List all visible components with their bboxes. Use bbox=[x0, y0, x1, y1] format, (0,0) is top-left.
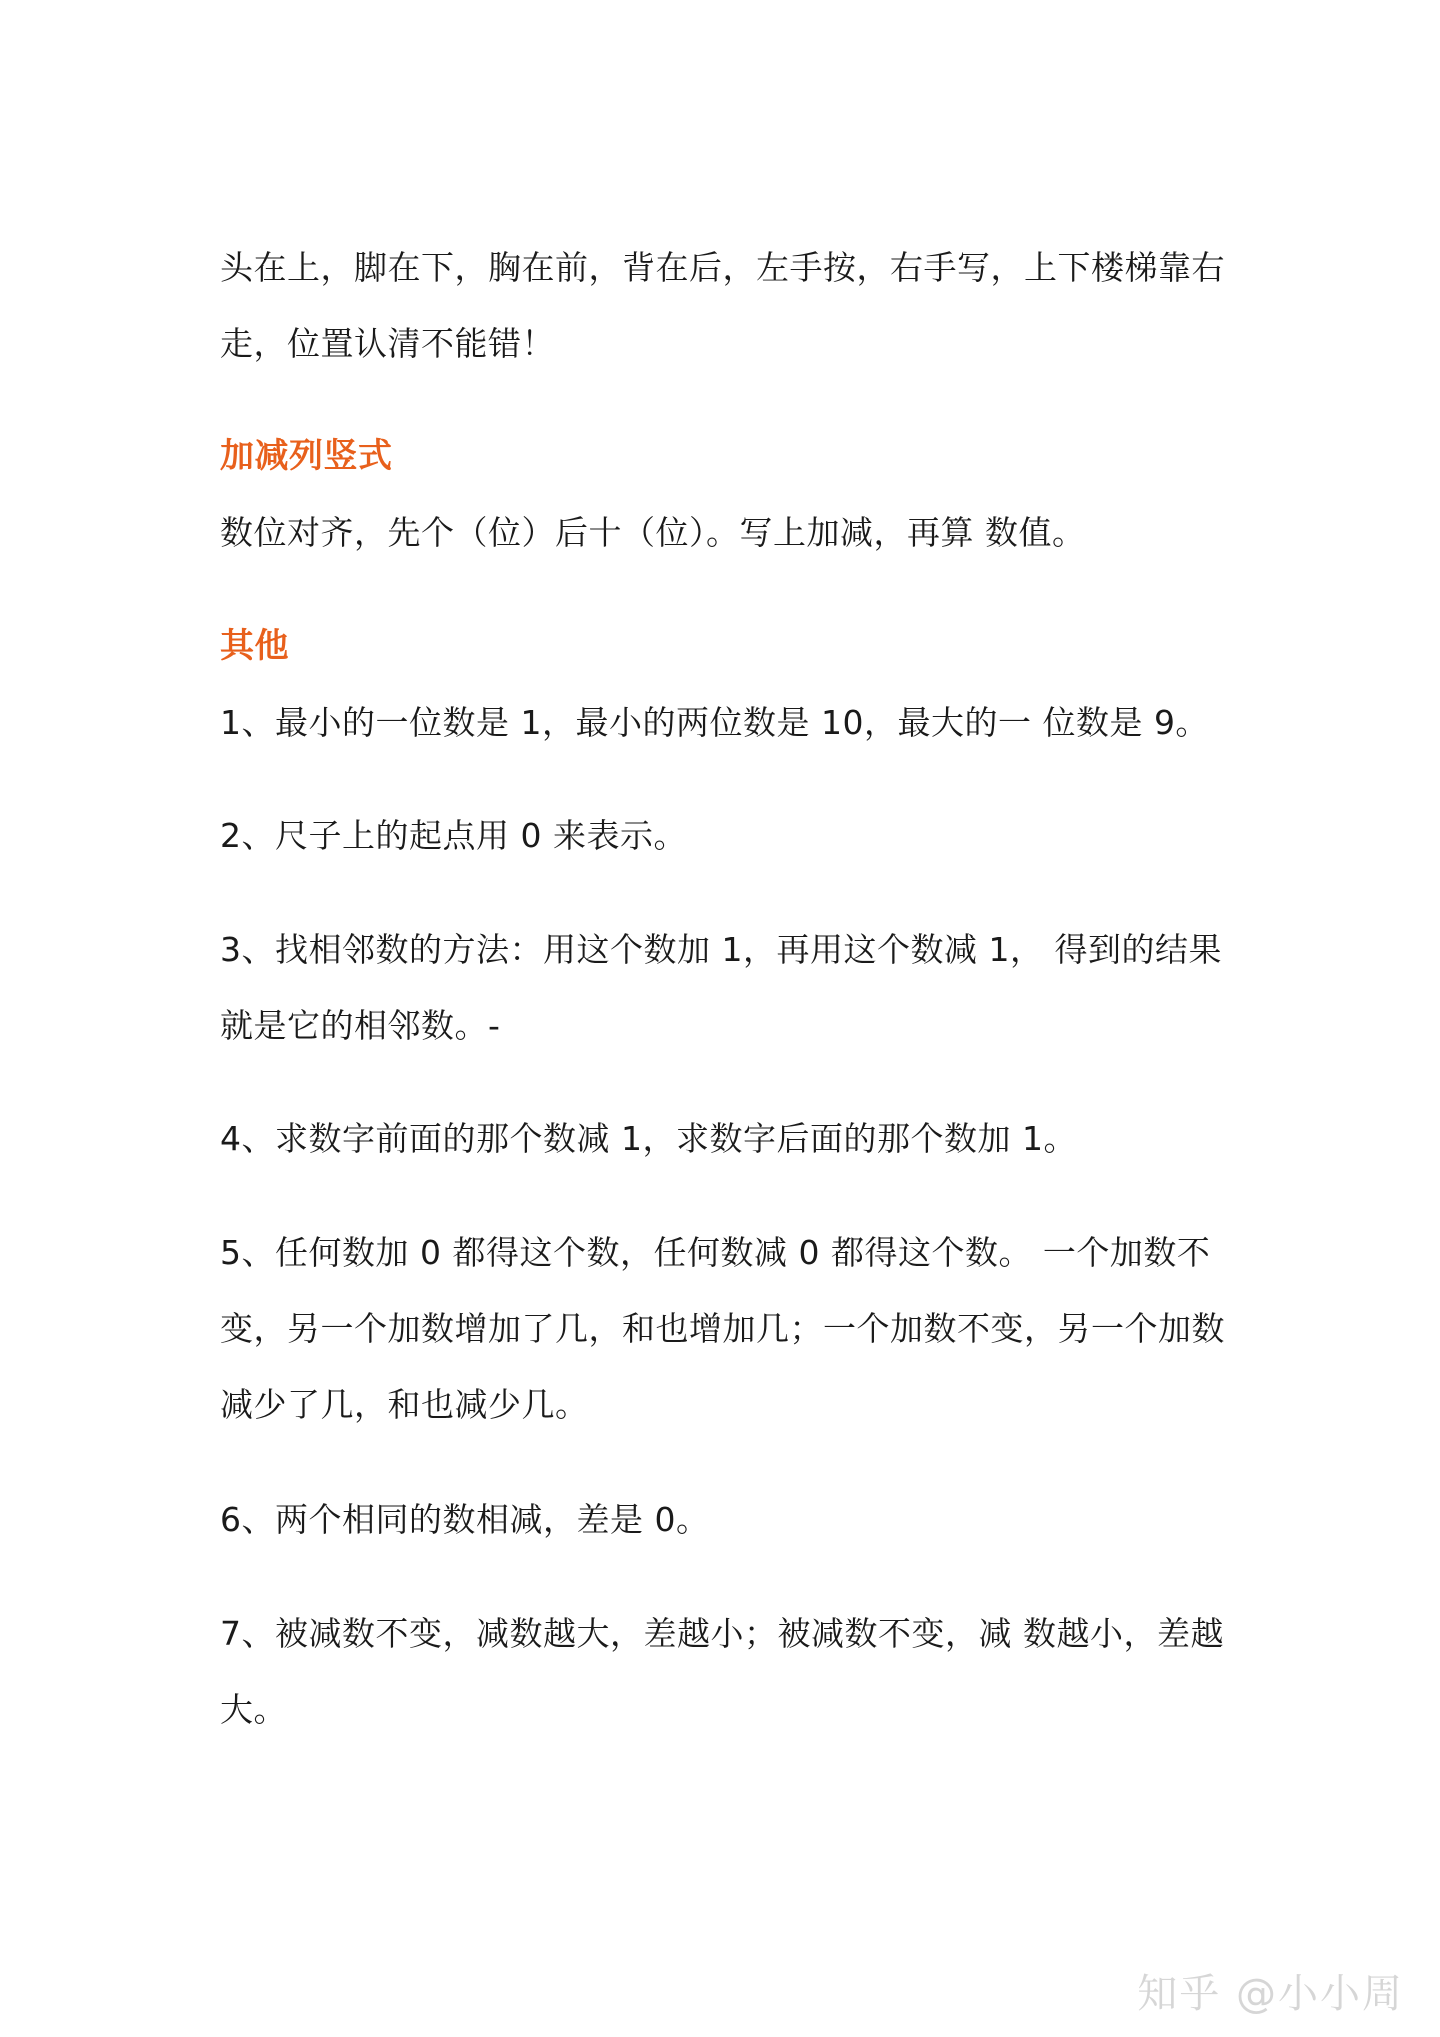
intro-paragraph: 头在上，脚在下，胸在前，背在后，左手按，右手写，上下楼梯靠右走，位置认清不能错！ bbox=[220, 248, 1225, 363]
heading-other: 其他 bbox=[220, 626, 289, 666]
list-item: 1、最小的一位数是 1，最小的两位数是 10，最大的一 位数是 9。 bbox=[220, 703, 1209, 742]
list-item: 5、任何数加 0 都得这个数，任何数减 0 都得这个数。 一个加数不变，另一个加数增加了几，和也增加几；一个加数不变，另一个加数减少了几，和也减少几。 bbox=[220, 1233, 1225, 1424]
list-item: 4、求数字前面的那个数减 1，求数字后面的那个数加 1。 bbox=[220, 1119, 1077, 1158]
list-item: 6、两个相同的数相减，差是 0。 bbox=[220, 1500, 710, 1539]
list-item: 3、找相邻数的方法：用这个数加 1，再用这个数减 1， 得到的结果就是它的相邻数。- bbox=[220, 930, 1222, 1045]
vertical-form-paragraph: 数位对齐，先个（位）后十（位）。写上加减，再算 数值。 bbox=[220, 513, 1086, 552]
heading-vertical-form: 加减列竖式 bbox=[220, 436, 393, 476]
list-item: 7、被减数不变，减数越大，差越小；被减数不变，减 数越小，差越大。 bbox=[220, 1614, 1224, 1729]
zhihu-watermark: 知乎 @小小周 bbox=[1137, 1971, 1404, 2017]
list-item: 2、尺子上的起点用 0 来表示。 bbox=[220, 816, 687, 855]
